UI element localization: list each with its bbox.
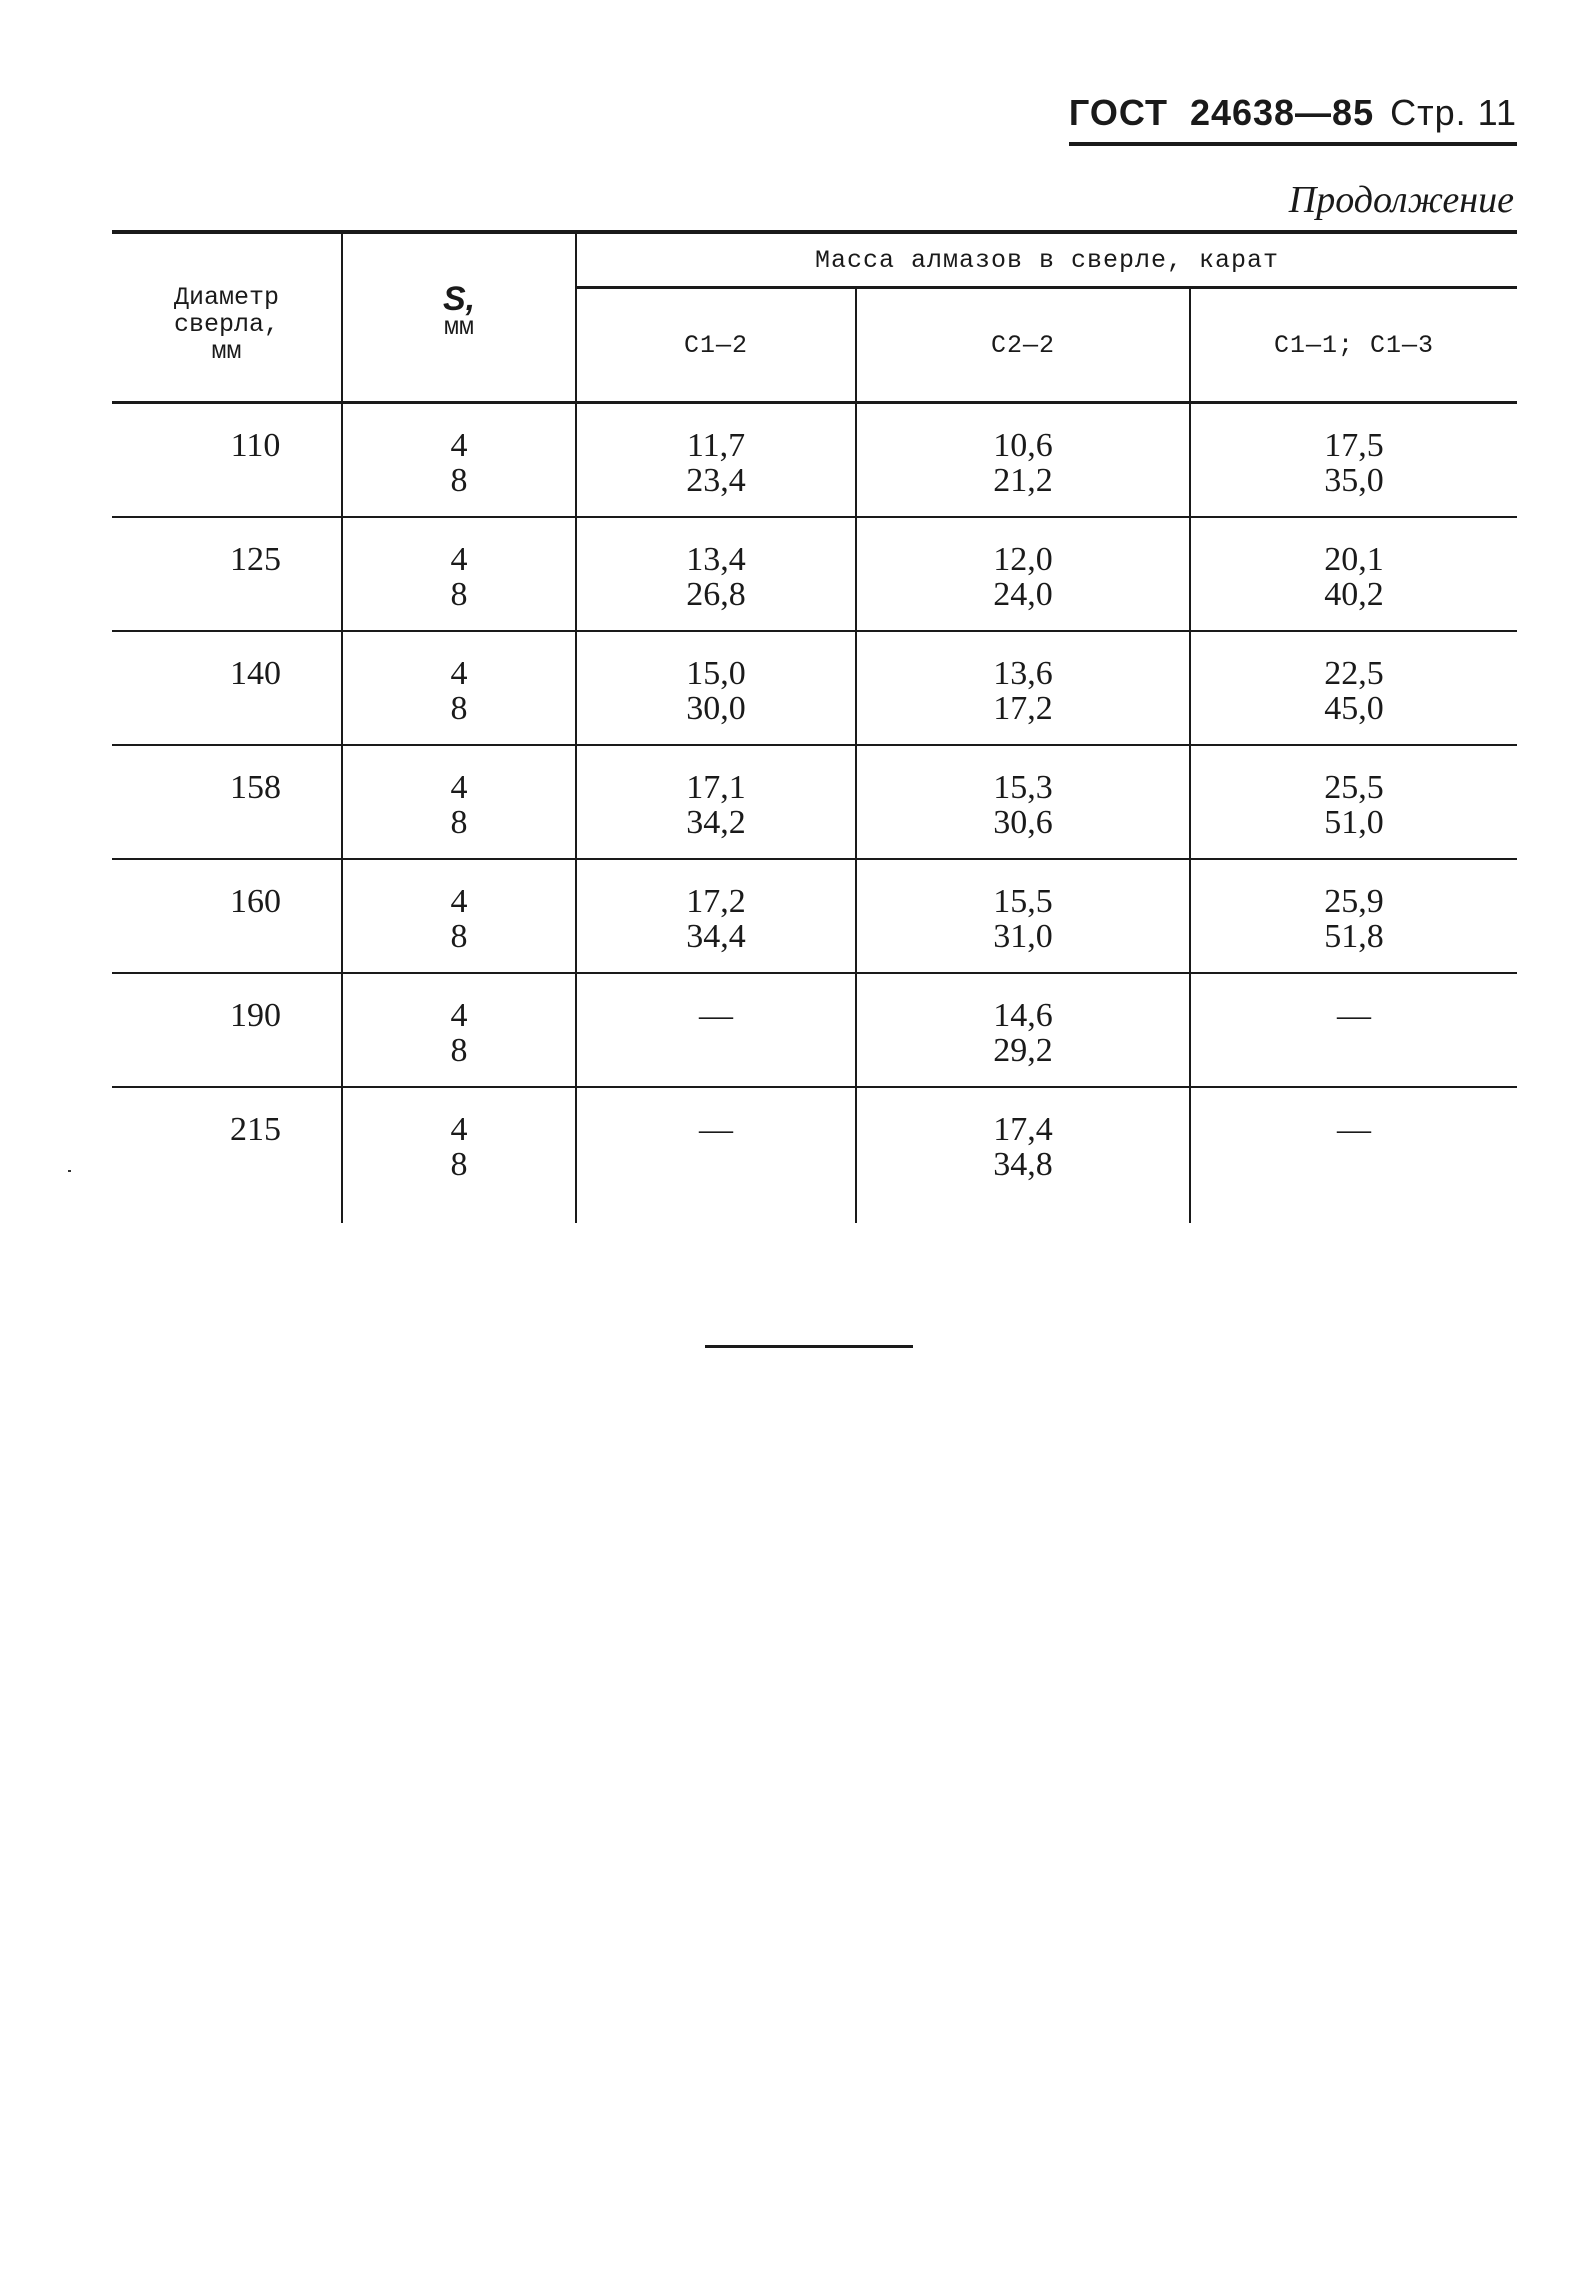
cell-mass-c2-2-value: 24,0 [993,575,1053,613]
cell-mass-c1-1-c1-3 [1190,403,1517,517]
cell-mass-c2-2 [856,1087,1190,1223]
cell-mass-c2-2-value: 17,2 [993,689,1053,727]
cell-mass-c1-1-c1-3-value: 22,5 [1324,654,1384,692]
cell-mass-c1-2-value: 23,4 [686,462,746,499]
cell-mass-c1-1-c1-3 [1190,973,1517,1087]
cell-mass-c1-2 [576,403,856,517]
column-header-s-unit: мм [443,313,474,342]
cell-mass-c1-2-value: 34,2 [686,803,746,841]
diamond-mass-table-wrap [112,230,1517,1223]
diamond-mass-table [112,230,1517,1223]
column-header-s [342,232,576,403]
cell-s-value: 8 [450,462,468,499]
column-header-diamond-mass: Масса алмазов в сверле, карат [576,232,1517,288]
cell-diameter: 140 [112,631,342,745]
cell-diameter: 160 [112,859,342,973]
column-header-grade-c2-2: С2—2 [856,288,1190,403]
cell-mass-c1-2-value: 13,4 [686,540,746,578]
header-gost: ГОСТ [1068,92,1168,133]
cell-mass-c1-2-value: 15,0 [686,654,746,692]
cell-mass-c1-2 [576,745,856,859]
cell-diameter: 158 [112,745,342,859]
cell-mass-c2-2-value: 14,6 [993,996,1053,1034]
cell-mass-c1-2 [576,517,856,631]
cell-s-value: 8 [450,689,468,727]
cell-s-value: 4 [450,1110,468,1148]
table-row [112,973,1517,1087]
cell-s-value: 8 [450,575,468,613]
table-row [112,403,1517,517]
header-standard-number: 24638—85 [1189,92,1375,133]
cell-mass-c1-1-c1-3 [1190,745,1517,859]
cell-mass-c2-2-value: 34,8 [993,1145,1053,1183]
cell-mass-c1-1-c1-3-value: 25,5 [1324,768,1384,806]
cell-mass-c1-1-c1-3-value: — [1337,996,1372,1034]
cell-s [342,745,576,859]
cell-s [342,859,576,973]
column-header-diameter-line: сверла, [173,310,280,339]
cell-mass-c1-1-c1-3 [1190,517,1517,631]
cell-mass-c2-2-value: 12,0 [993,540,1053,578]
cell-mass-c2-2 [856,517,1190,631]
cell-mass-c1-1-c1-3-value: — [1337,1110,1372,1148]
cell-s [342,1087,576,1223]
cell-mass-c1-2-value: 26,8 [686,575,746,613]
cell-mass-c2-2 [856,745,1190,859]
cell-mass-c2-2-value: 29,2 [993,1031,1053,1069]
cell-diameter: 190 [112,973,342,1087]
cell-mass-c2-2 [856,973,1190,1087]
table-row [112,631,1517,745]
cell-mass-c1-2 [576,631,856,745]
cell-mass-c2-2 [856,631,1190,745]
cell-mass-c1-1-c1-3-value: 40,2 [1324,575,1384,613]
cell-mass-c1-2-value: — [699,996,733,1034]
cell-mass-c1-2-value: 30,0 [686,689,746,727]
cell-mass-c2-2 [856,403,1190,517]
cell-mass-c2-2 [856,859,1190,973]
cell-s-value: 8 [450,917,468,955]
cell-s-value: 4 [450,996,468,1034]
cell-mass-c1-1-c1-3-value: 35,0 [1324,462,1384,499]
cell-mass-c1-1-c1-3-value: 51,0 [1324,803,1384,841]
cell-s [342,517,576,631]
cell-mass-c1-1-c1-3-value: 17,5 [1324,427,1384,464]
cell-mass-c2-2-value: 10,6 [993,427,1053,464]
cell-s-value: 8 [450,1145,468,1183]
cell-mass-c2-2-value: 13,6 [993,654,1053,692]
cell-mass-c2-2-value: 21,2 [993,462,1053,499]
cell-s-value: 8 [450,803,468,841]
running-header [1069,92,1517,146]
table-row [112,1087,1517,1223]
cell-s-value: 4 [450,654,468,692]
column-header-grade-c1-1-c1-3: С1—1; С1—3 [1190,288,1517,403]
cell-s-value: 4 [450,882,468,920]
cell-mass-c2-2-value: 30,6 [993,803,1053,841]
column-header-diameter-line: Диаметр [173,283,280,312]
cell-mass-c1-1-c1-3-value: 51,8 [1324,917,1384,955]
cell-s-value: 4 [450,427,468,464]
cell-diameter: 125 [112,517,342,631]
scan-speck [68,1170,71,1172]
cell-s [342,973,576,1087]
cell-mass-c1-1-c1-3-value: 45,0 [1324,689,1384,727]
table-row [112,745,1517,859]
cell-diameter: 110 [112,403,342,517]
column-header-s-letter: S, [442,280,476,318]
cell-mass-c1-2-value: 11,7 [686,427,746,464]
cell-mass-c2-2-value: 31,0 [993,917,1053,955]
cell-mass-c1-2-value: 17,2 [686,882,746,920]
cell-s-value: 4 [450,768,468,806]
cell-s-value: 4 [450,540,468,578]
cell-mass-c1-1-c1-3-value: 20,1 [1324,540,1384,578]
cell-mass-c1-2 [576,973,856,1087]
column-header-grade-c1-2: С1—2 [576,288,856,403]
cell-mass-c2-2-value: 15,3 [993,768,1053,806]
cell-mass-c1-2 [576,859,856,973]
cell-mass-c1-1-c1-3-value: 25,9 [1324,882,1384,920]
cell-mass-c1-1-c1-3 [1190,631,1517,745]
cell-mass-c1-2-value: — [699,1110,733,1148]
table-row [112,517,1517,631]
cell-diameter: 215 [230,1110,281,1148]
cell-mass-c2-2-value: 15,5 [993,882,1053,920]
cell-s [342,631,576,745]
cell-mass-c1-2-value: 17,1 [686,768,746,806]
column-header-diameter-line: мм [211,337,242,366]
table-row [112,859,1517,973]
continuation-label: Продолжение [1288,179,1514,221]
cell-mass-c1-1-c1-3 [1190,859,1517,973]
column-header-diameter [112,232,342,403]
cell-mass-c1-2 [576,1087,856,1223]
table-body [112,403,1517,1223]
cell-s [342,403,576,517]
header-page-number: Стр. 11 [1390,92,1517,133]
cell-mass-c2-2-value: 17,4 [993,1110,1053,1148]
cell-s-value: 8 [450,1031,468,1069]
cell-mass-c1-2-value: 34,4 [686,917,746,955]
cell-mass-c1-1-c1-3 [1190,1087,1517,1223]
end-rule [705,1345,913,1348]
